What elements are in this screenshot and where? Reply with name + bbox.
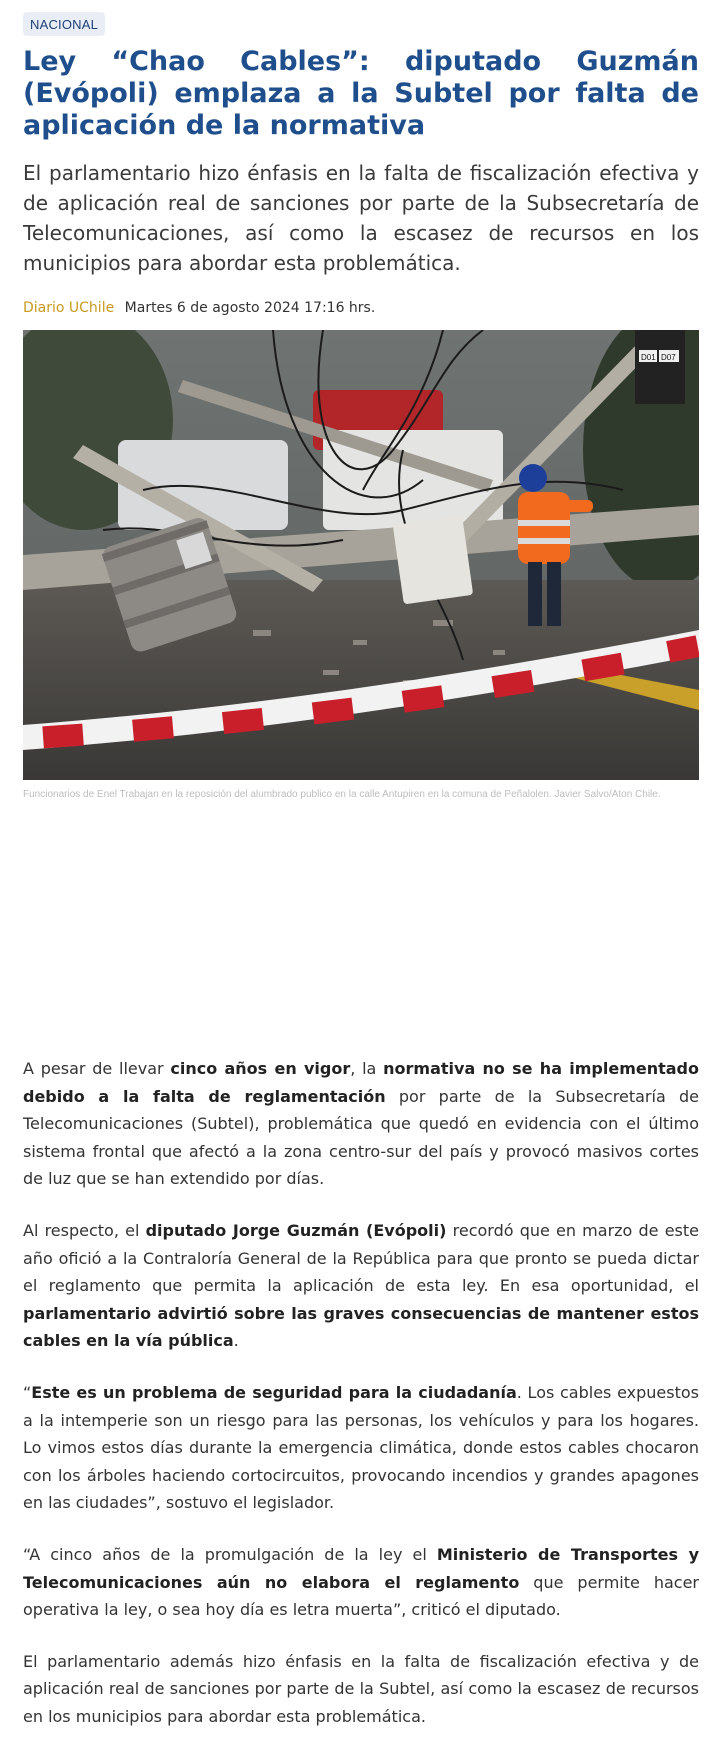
p1-bold-a: cinco años en vigor xyxy=(170,1059,351,1078)
sign-text-1: D01 xyxy=(641,353,656,362)
article-photo xyxy=(23,330,699,780)
p2-text-b: recordó que en marzo de este año ofició a la Contraloría General de la República para que pronto se pueda dictar el reglamento que permita la aplicación de esta ley. En esa oportunidad, el xyxy=(23,1220,699,1296)
author-link[interactable]: Diario UChile xyxy=(23,300,115,316)
p1-text-b: , la xyxy=(350,1059,384,1078)
paragraph-4 xyxy=(23,1541,699,1624)
photo-illustration xyxy=(23,330,699,780)
paragraph-1 xyxy=(23,1055,699,1193)
paragraph-5 xyxy=(23,1648,699,1731)
publish-date: Martes 6 de agosto 2024 17:16 hrs. xyxy=(124,300,376,316)
byline xyxy=(23,300,375,316)
p1-text-a: A pesar de llevar xyxy=(23,1059,171,1078)
p5-text-a: El parlamentario además hizo énfasis en la falta de fiscalización efectiva y de aplicación real de sanciones por parte de la Subtel, así como la escasez de recursos en los municipios para abordar esta problemática. xyxy=(23,1651,699,1726)
paragraph-3 xyxy=(23,1379,699,1517)
street-sign xyxy=(635,330,685,404)
p1-text-c: por parte de la Subsecretaría de Telecomunicaciones (Subtel), problemática que quedó en evidencia con el último sistema frontal que afectó a la zona centro-sur del país y provocó masivos cortes de luz que se han extendido por días. xyxy=(23,1086,699,1189)
p2-text-c: . xyxy=(233,1331,239,1351)
p1-bold-b: normativa no se ha implementado debido a la falta de reglamentación xyxy=(23,1059,700,1106)
sign-text-2: D07 xyxy=(661,353,676,362)
p2-bold-b: parlamentario advirtió sobre las graves consecuencias de mantener estos cables en la vía pública xyxy=(23,1303,699,1351)
p4-text-a: “A cinco años de la promulgación de la ley el xyxy=(23,1544,437,1564)
section-tag[interactable]: NACIONAL xyxy=(23,12,105,36)
p4-text-b: que permite hacer operativa la ley, o sea hoy día es letra muerta”, criticó el diputado. xyxy=(23,1572,699,1620)
p4-bold-a: Ministerio de Transportes y Telecomunicaciones aún no elabora el reglamento xyxy=(23,1544,700,1592)
p3-text-b: . Los cables expuestos a la intemperie son un riesgo para las personas, los vehículos y para los hogares. Lo vimos estos días durante la emergencia climática, donde estos cables chocaron con los árboles haciendo cortocircuitos, provocando incendios y grandes apagones en las ciudades”, sostuvo el legislador. xyxy=(23,1382,699,1513)
p3-text-a: “ xyxy=(23,1382,32,1402)
p2-bold-a: diputado Jorge Guzmán (Evópoli) xyxy=(145,1220,447,1240)
article-body xyxy=(23,1055,699,1754)
article-subtitle: El parlamentario hizo énfasis en la falta de fiscalización efectiva y de aplicación real de sanciones por parte de la Subsecretaría de Telecomunicaciones, así como la escasez de recursos en los municipios para abordar esta problemática. xyxy=(23,161,699,275)
article-title: Ley “Chao Cables”: diputado Guzmán (Evópoli) emplaza a la Subtel por falta de aplicación de la normativa xyxy=(23,46,699,141)
p3-bold-a: Este es un problema de seguridad para la ciudadanía xyxy=(31,1382,517,1402)
electrical-box xyxy=(393,516,473,605)
photo-caption: Funcionarios de Enel Trabajan en la reposición del alumbrado publico en la calle Antupiren en la comuna de Peñalolen. Javier Salvo/Aton Chile. xyxy=(23,789,661,800)
p2-text-a: Al respecto, el xyxy=(23,1220,146,1240)
paragraph-2 xyxy=(23,1217,699,1355)
